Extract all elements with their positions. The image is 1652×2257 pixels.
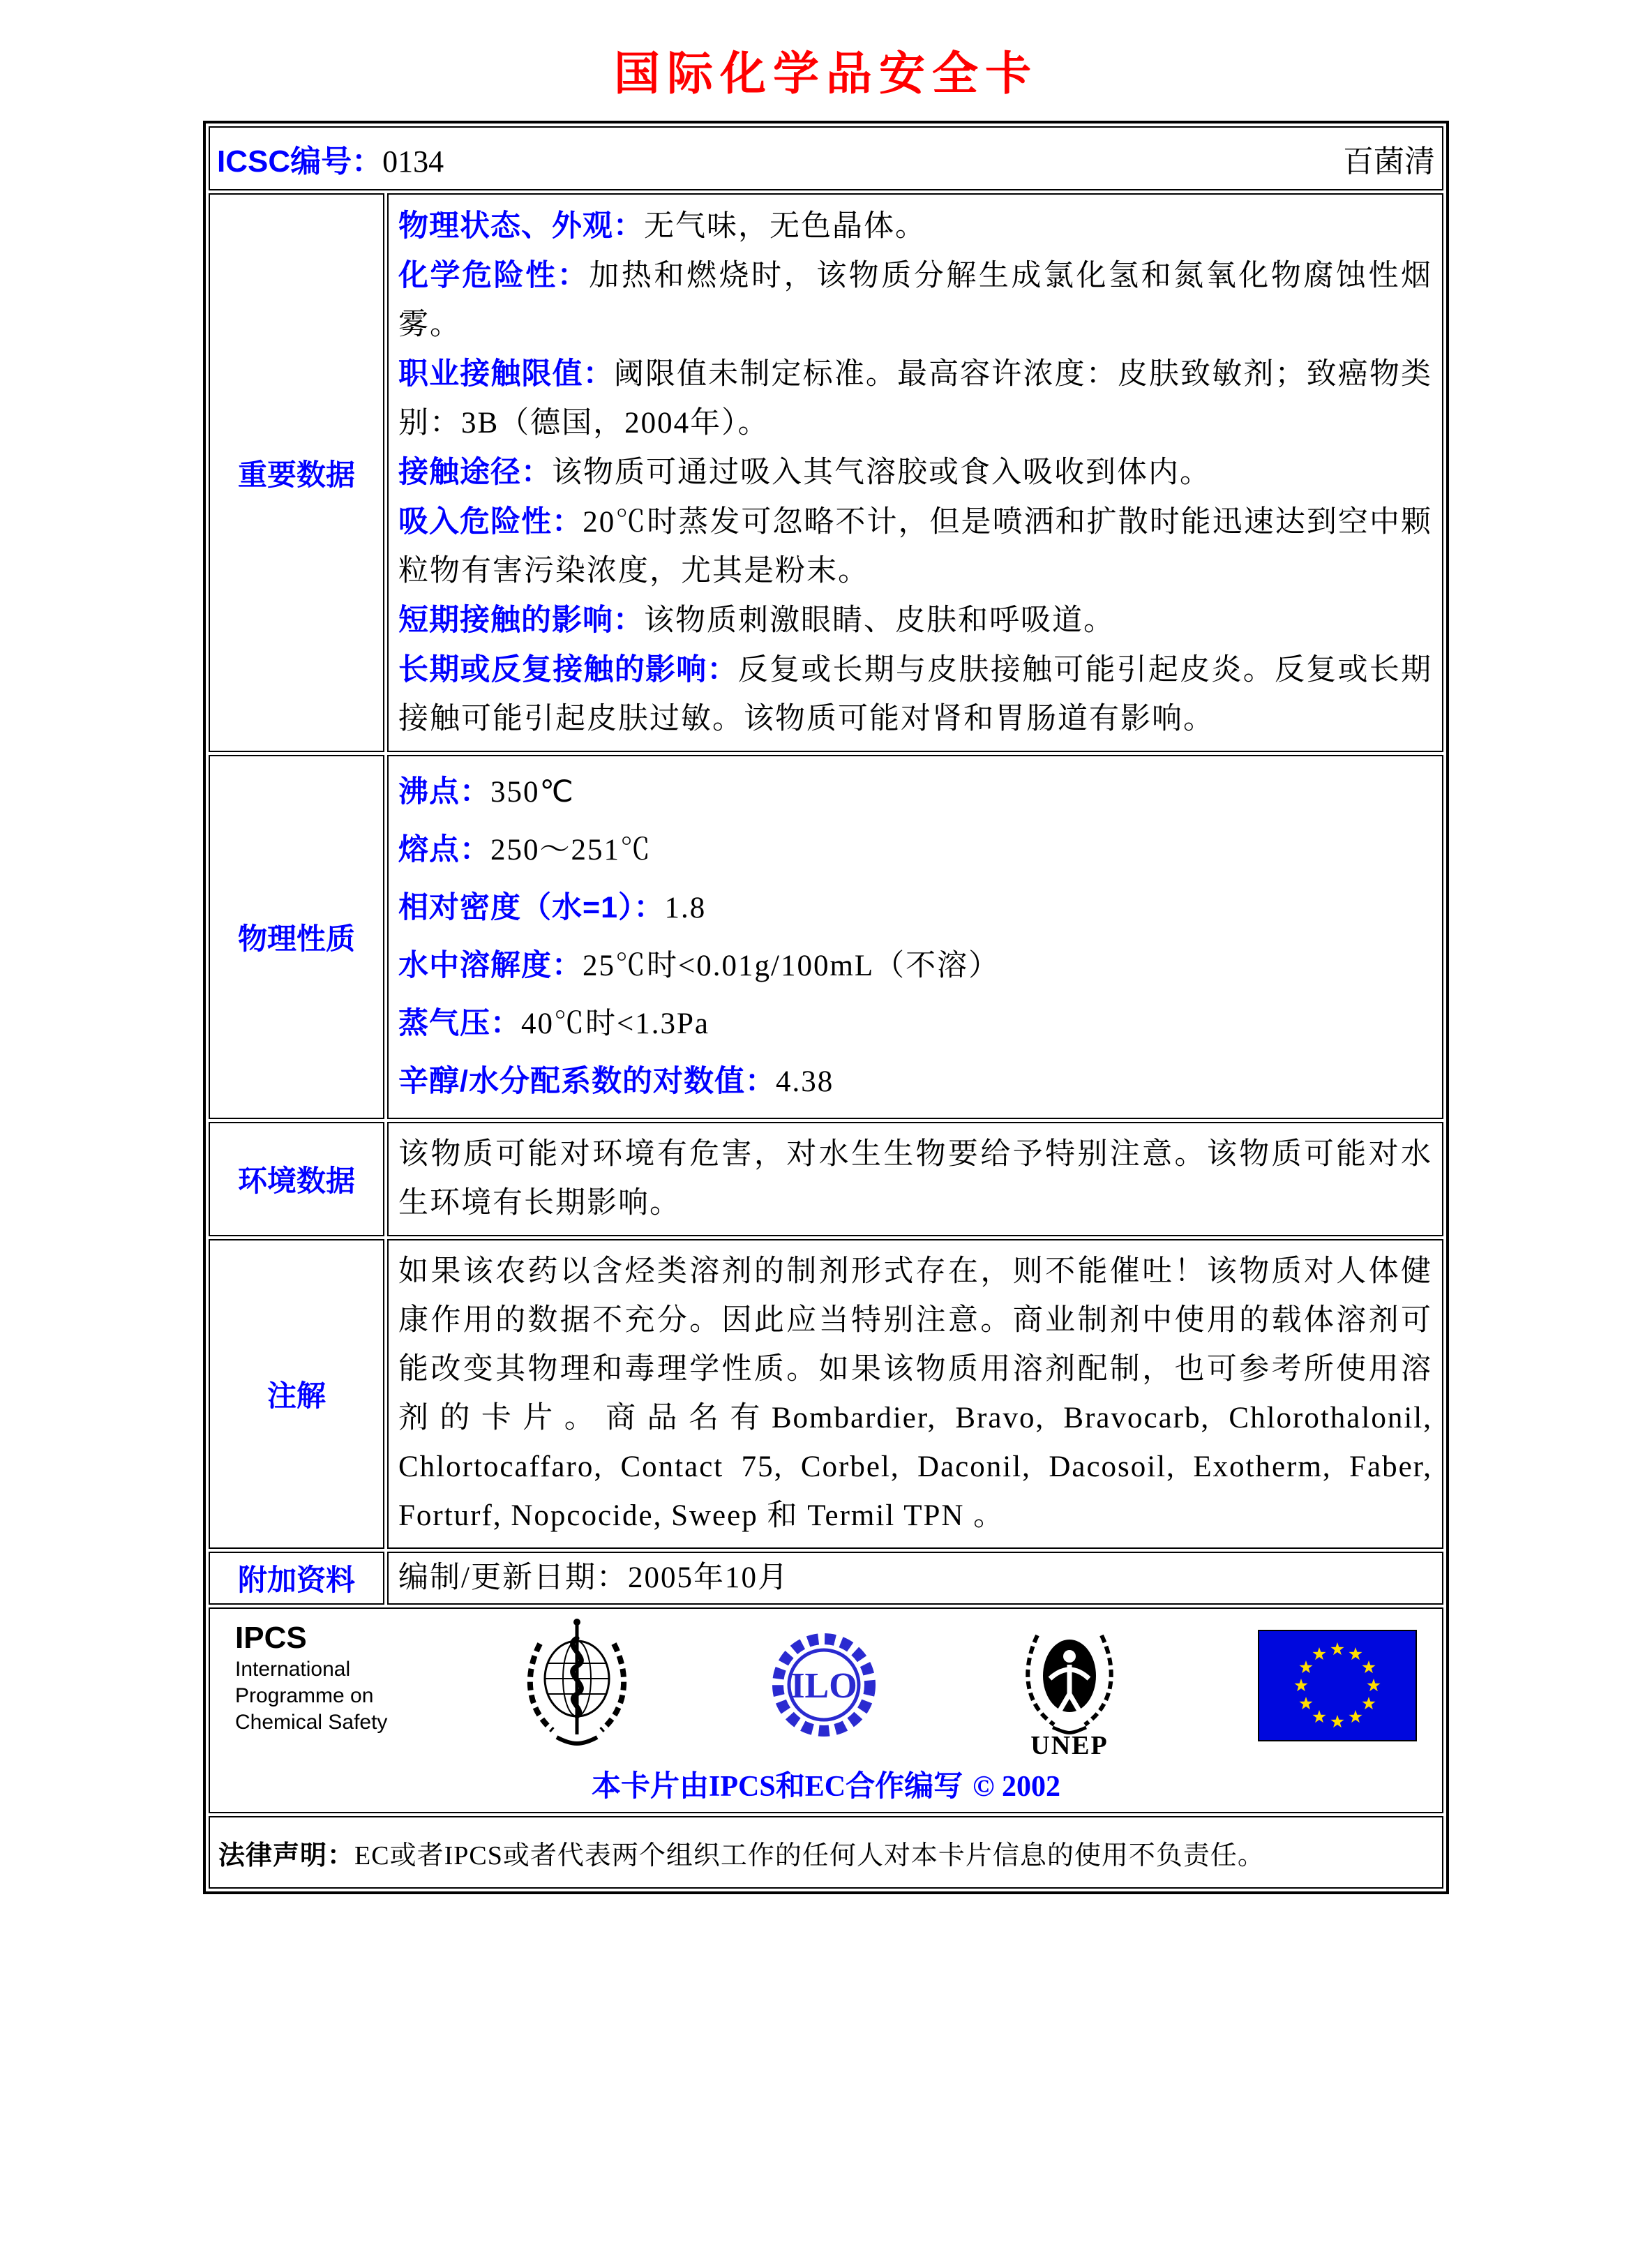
data-item — [398, 251, 1432, 350]
legal-label: 法律声明： — [218, 1840, 355, 1870]
field-label: 接触途径： — [398, 456, 552, 489]
field-value: 20℃时蒸发可忽略不计，但是喷洒和扩散时能迅速达到空中颗粒物有害污染浓度，尤其是粉末。 — [398, 506, 1432, 587]
data-item — [398, 763, 1432, 821]
legal-text: EC或者IPCS或者代表两个组织工作的任何人对本卡片信息的使用不负责任。 — [354, 1840, 1265, 1870]
field-label: 熔点： — [398, 833, 490, 867]
icsc-number — [217, 136, 444, 181]
who-logo-icon — [518, 1616, 636, 1759]
field-label: 辛醇/水分配系数的对数值： — [398, 1065, 776, 1098]
field-value: 该物质刺激眼睛、皮肤和呼吸道。 — [644, 604, 1115, 637]
data-item: 编制/更新日期：2005年10月 — [398, 1561, 789, 1594]
footer-caption — [217, 1763, 1435, 1805]
field-value: 该物质可通过吸入其气溶胶或食入吸收到体内。 — [552, 456, 1211, 489]
data-item — [398, 596, 1432, 645]
physical-properties-row — [209, 755, 1443, 1119]
important-data-row — [209, 193, 1443, 752]
data-item — [398, 821, 1432, 879]
field-value: 1.8 — [664, 892, 707, 924]
important-data-content — [387, 193, 1443, 752]
ipcs-line3: Chemical Safety — [235, 1711, 388, 1734]
field-label: 吸入危险性： — [398, 505, 583, 539]
eu-flag-icon — [1258, 1630, 1417, 1745]
field-value: 25℃时<0.01g/100mL（不溶） — [583, 950, 1000, 982]
chemical-name: 百菌清 — [1343, 144, 1435, 179]
field-label: 职业接触限值： — [398, 357, 614, 391]
unep-logo-text: UNEP — [1030, 1730, 1109, 1757]
field-label: 长期或反复接触的影响： — [398, 653, 738, 687]
section-label-environmental-data: 环境数据 — [209, 1122, 384, 1236]
icsc-number-value: 0134 — [382, 144, 444, 179]
field-value: 350℃ — [490, 776, 575, 809]
field-label: 短期接触的影响： — [398, 603, 644, 637]
footer-caption-text: 本卡片由IPCS和EC合作编写 — [592, 1771, 963, 1803]
data-item — [398, 497, 1432, 596]
ilo-logo-text: ILO — [790, 1666, 857, 1706]
additional-info-content — [387, 1552, 1443, 1605]
field-value: 无气味，无色晶体。 — [644, 210, 926, 243]
physical-properties-content — [387, 755, 1443, 1119]
copyright-text: © 2002 — [973, 1771, 1060, 1803]
data-item — [398, 448, 1432, 497]
ipcs-acronym: IPCS — [235, 1621, 307, 1655]
data-item: 该物质可能对环境有危害，对水生生物要给予特别注意。该物质可能对水生环境有长期影响。 — [398, 1138, 1432, 1220]
header-row — [209, 126, 1443, 190]
unep-logo-icon — [1012, 1614, 1127, 1761]
field-label: 蒸气压： — [398, 1007, 521, 1040]
environmental-data-row — [209, 1122, 1443, 1236]
field-value: 40℃时<1.3Pa — [521, 1007, 710, 1040]
data-item — [398, 1053, 1432, 1111]
ipcs-text-block — [235, 1620, 387, 1736]
field-label: 水中溶解度： — [398, 949, 583, 982]
logos-cell — [209, 1607, 1443, 1813]
field-value: 4.38 — [775, 1065, 834, 1098]
data-item: 如果该农药以含烃类溶剂的制剂形式存在，则不能催吐！该物质对人体健康作用的数据不充分。因此应当特别注意。商业制剂中使用的载体溶剂可能改变其物理和毒理学性质。如果该物质用溶剂配制，也可参考所使用溶剂的卡片。商品名有Bombardier, Bravo, Bravocarb, Chlorothalonil, Chlortocaffaro, Contact 75, Corbel, Daconil, Dacosoil, Exotherm, Faber, Forturf, Nopcocide, Sweep 和 Termil TPN 。 — [398, 1255, 1432, 1532]
notes-row — [209, 1239, 1443, 1549]
ipcs-line1: International — [235, 1658, 351, 1681]
additional-info-row — [209, 1552, 1443, 1605]
field-label: 相对密度（水=1）： — [398, 891, 665, 924]
section-label-notes: 注解 — [209, 1239, 384, 1549]
ilo-logo-icon — [767, 1626, 882, 1748]
data-item — [398, 995, 1432, 1053]
field-label: 物理状态、外观： — [398, 209, 644, 243]
data-item — [398, 350, 1432, 448]
field-label: 沸点： — [398, 775, 490, 809]
icsc-number-label: ICSC编号： — [217, 144, 383, 179]
icsc-card-table — [203, 121, 1449, 1894]
section-label-physical-properties: 物理性质 — [209, 755, 384, 1119]
data-item — [398, 937, 1432, 995]
field-value: 加热和燃烧时，该物质分解生成氯化氢和氮氧化物腐蚀性烟雾。 — [398, 260, 1433, 341]
field-value: 250～251℃ — [490, 834, 652, 867]
header-cell — [209, 126, 1443, 190]
ipcs-line2: Programme on — [235, 1684, 374, 1707]
field-label: 化学危险性： — [398, 259, 590, 292]
logos-row — [209, 1607, 1443, 1813]
field-value: 反复或长期与皮肤接触可能引起皮炎。反复或长期接触可能引起皮肤过敏。该物质可能对肾和胃肠道有影响。 — [398, 654, 1432, 735]
legal-row — [209, 1816, 1443, 1889]
data-item — [398, 879, 1432, 937]
notes-content — [387, 1239, 1443, 1549]
data-item — [398, 202, 1432, 251]
data-item — [398, 645, 1432, 744]
page-title: 国际化学品安全卡 — [614, 47, 1038, 99]
section-label-additional-info: 附加资料 — [209, 1552, 384, 1605]
field-value: 阈限值未制定标准。最高容许浓度：皮肤致敏剂；致癌物类别：3B（德国，2004年）。 — [398, 358, 1432, 440]
legal-cell — [209, 1816, 1443, 1889]
environmental-data-content — [387, 1122, 1443, 1236]
section-label-important-data: 重要数据 — [209, 193, 384, 752]
